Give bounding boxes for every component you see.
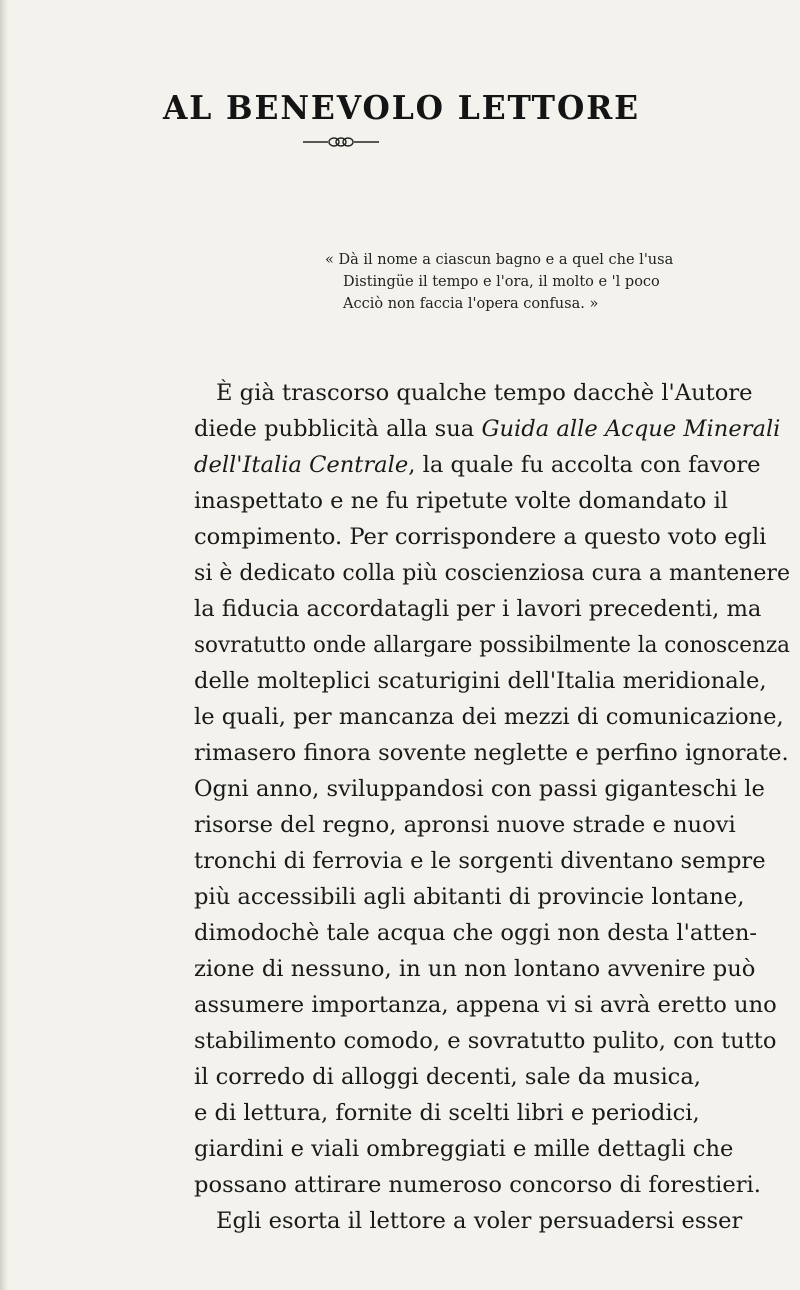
text-line: dimodochè tale acqua che oggi non desta l'atten- — [194, 920, 758, 946]
epigraph-line: Acciò non faccia l'opera confusa. » — [343, 296, 599, 312]
epigraph-line: Distingüe il tempo e l'ora, il molto e 'l poco — [343, 274, 660, 290]
text-line: stabilimento comodo, e sovratutto pulito, con tutto — [194, 1028, 777, 1054]
book-title-italic: Guida alle Acque Minerali — [481, 416, 781, 442]
title-ornament-icon — [301, 135, 381, 149]
text-fragment: , la quale fu accolta con favore — [408, 452, 761, 478]
page-gutter-shadow — [0, 0, 9, 1290]
text-line: giardini e viali ombreggiati e mille dettagli che — [194, 1136, 734, 1162]
text-line: il corredo di alloggi decenti, sale da musica, — [194, 1064, 701, 1090]
text-line — [194, 411, 780, 447]
text-line: compimento. Per corrispondere a questo voto egli — [194, 524, 767, 550]
text-line — [194, 447, 761, 483]
text-line: risorse del regno, apronsi nuove strade e nuovi — [194, 812, 736, 838]
text-line: delle molteplici scaturigini dell'Italia meridionale, — [194, 668, 767, 694]
text-line: assumere importanza, appena vi si avrà eretto uno — [194, 992, 777, 1018]
text-line: la fiducia accordatagli per i lavori precedenti, ma — [194, 596, 762, 622]
text-line: È già trascorso qualche tempo dacchè l'Autore — [216, 380, 753, 406]
text-line: zione di nessuno, in un non lontano avvenire può — [194, 956, 756, 982]
text-line: e di lettura, fornite di scelti libri e periodici, — [194, 1100, 700, 1126]
text-line: rimasero finora sovente neglette e perfino ignorate. — [194, 740, 789, 766]
text-line: più accessibili agli abitanti di provincie lontane, — [194, 884, 745, 910]
text-line: sovratutto onde allargare possibilmente la conoscenza — [194, 632, 791, 658]
text-line: Egli esorta il lettore a voler persuadersi esser — [216, 1208, 743, 1234]
text-line: le quali, per mancanza dei mezzi di comunicazione, — [194, 704, 784, 730]
text-fragment: diede pubblicità alla sua — [194, 416, 482, 442]
text-line: Ogni anno, sviluppandosi con passi giganteschi le — [194, 776, 765, 802]
text-line: tronchi di ferrovia e le sorgenti diventano sempre — [194, 848, 766, 874]
text-line: si è dedicato colla più coscienziosa cura a mantenere — [194, 560, 791, 586]
text-line: inaspettato e ne fu ripetute volte domandato il — [194, 488, 729, 514]
book-title-italic: dell'Italia Centrale — [194, 452, 409, 478]
chapter-title: AL BENEVOLO LETTORE — [163, 88, 641, 127]
text-line: possano attirare numeroso concorso di forestieri. — [194, 1172, 761, 1198]
epigraph-line: « Dà il nome a ciascun bagno e a quel che l'usa — [325, 252, 674, 268]
